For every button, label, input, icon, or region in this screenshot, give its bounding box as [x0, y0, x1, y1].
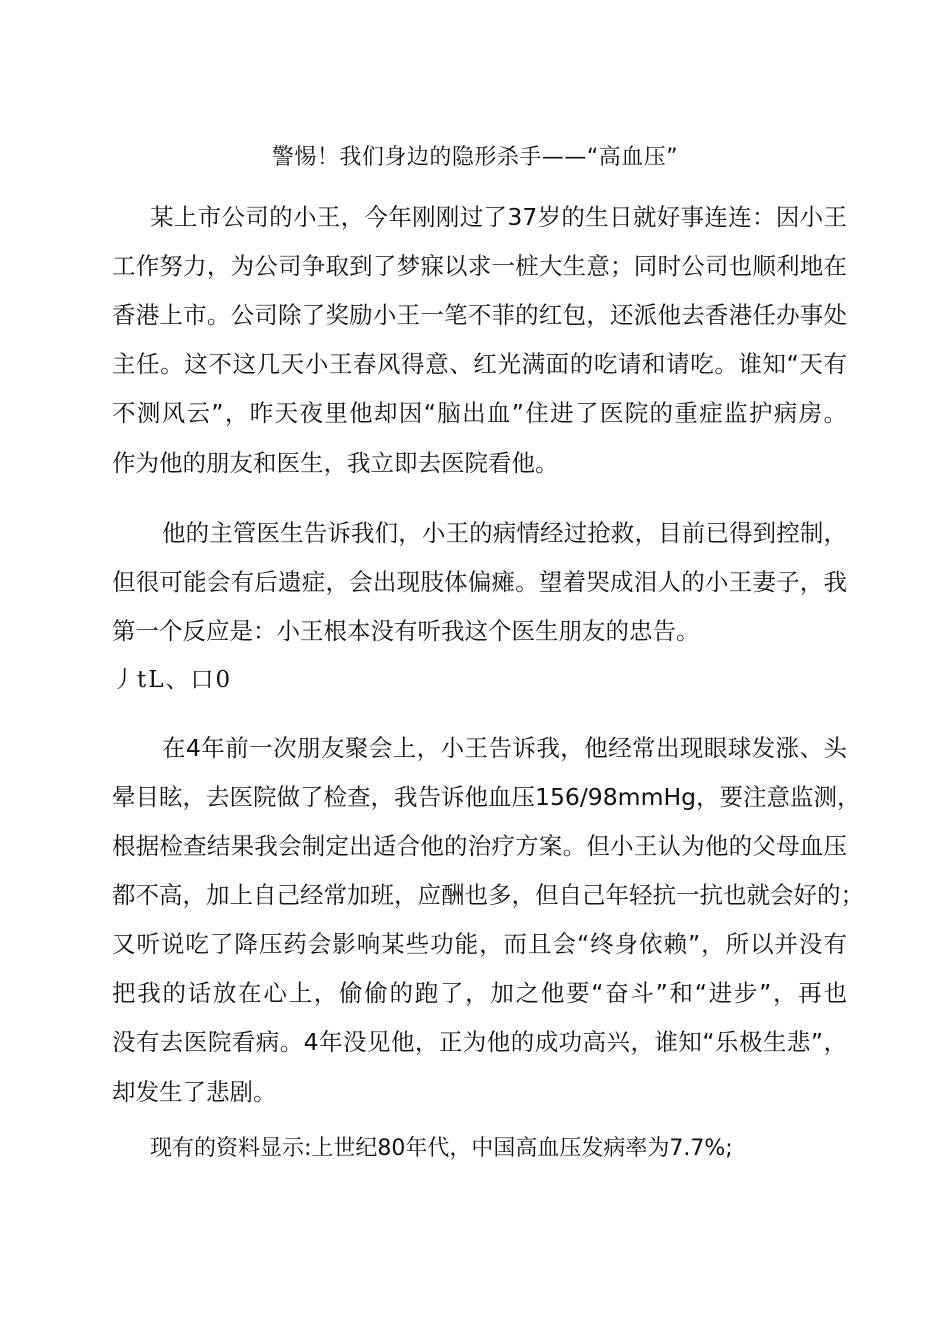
paragraph-3-line: 又听说吃了降压药会影响某些功能，而且会“终身依赖”，所以并没有: [112, 930, 847, 958]
paragraph-2-line: 但很可能会有后遗症，会出现肢体偏瘫。望着哭成泪人的小王妻子，我: [112, 568, 847, 596]
paragraph-2-line: 他的主管医生告诉我们，小王的病情经过抢救，目前已得到控制，: [162, 519, 847, 547]
paragraph-1-line: 香港上市。公司除了奖励小王一笔不菲的红包，还派他去香港任办事处: [112, 301, 847, 329]
paragraph-1-line: 主任。这不这几天小王春风得意、红光满面的吃请和请吃。谁知“天有: [112, 350, 847, 378]
paragraph-1-line: 某上市公司的小王，今年刚刚过了37岁的生日就好事连连：因小王: [150, 203, 847, 231]
paragraph-3-line: 根据检查结果我会制定出适合他的治疗方案。但小王认为他的父母血压: [112, 832, 847, 860]
paragraph-3-line: 晕目眩，去医院做了检查，我告诉他血压156/98mmHg，要注意监测，: [112, 783, 861, 811]
paragraph-3-line: 在4年前一次朋友聚会上，小王告诉我，他经常出现眼球发涨、头: [162, 734, 847, 762]
paragraph-3-line: 没有去医院看病。4年没见他，正为他的成功高兴，谁知“乐极生悲”，: [112, 1028, 847, 1056]
document-title: 警惕！我们身边的隐形杀手——“高血压”: [271, 145, 679, 170]
paragraph-1-line: 不测风云”，昨天夜里他却因“脑出血”住进了医院的重症监护病房。: [112, 399, 847, 427]
stray-glyphs: 丿tL、口0: [112, 667, 233, 693]
paragraph-3-line: 都不高，加上自己经常加班，应酬也多，但自己年轻抗一抗也就会好的；: [112, 881, 864, 909]
statistic-line: 现有的资料显示:上世纪80年代，中国高血压发病率为7.7%;: [150, 1136, 733, 1161]
paragraph-1-line: 工作努力，为公司争取到了梦寐以求一桩大生意；同时公司也顺利地在: [112, 252, 847, 280]
paragraph-1-line: 作为他的朋友和医生，我立即去医院看他。: [112, 449, 559, 477]
paragraph-3-line: 把我的话放在心上，偷偷的跑了，加之他要“奋斗”和“进步”，再也: [112, 979, 847, 1007]
paragraph-2-line: 第一个反应是：小王根本没有听我这个医生朋友的忠告。: [112, 617, 700, 645]
paragraph-3-line: 却发生了悲剧。: [112, 1078, 277, 1106]
